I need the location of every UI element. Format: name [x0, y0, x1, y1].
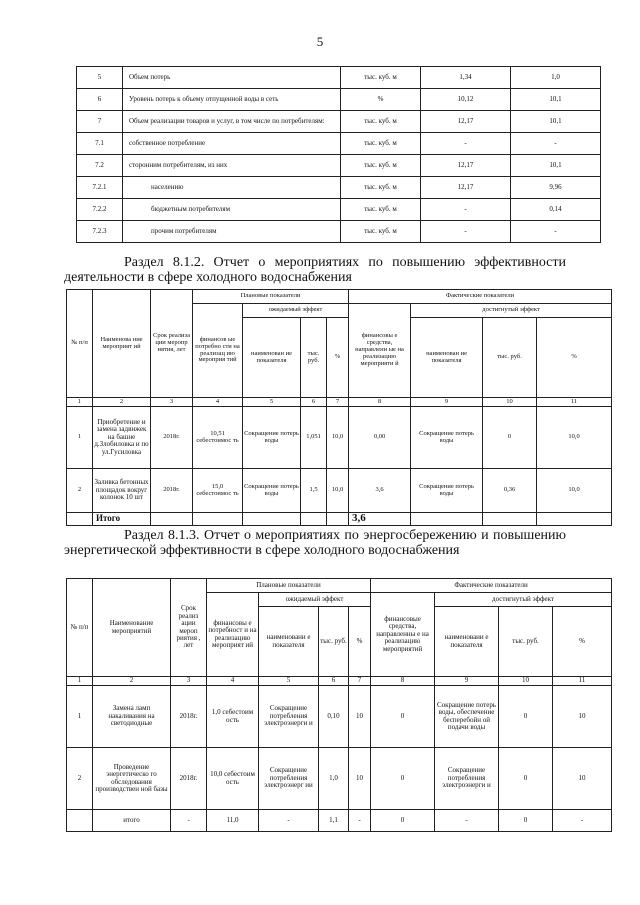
plan-value: 12,17 [421, 177, 511, 199]
header-exp-rub: тыс. руб. [301, 318, 327, 398]
column-number: 4 [207, 677, 259, 686]
column-numbers-row [67, 677, 612, 686]
measure-name: Проведение энергетическо го обследования производствен ной базы [93, 748, 171, 810]
fact-value: - [511, 133, 601, 155]
unit: тыс. куб. м [341, 221, 421, 243]
planned-funding: 15,0 себестоимос ть [193, 469, 243, 513]
plan-value: 12,17 [421, 155, 511, 177]
column-number: 11 [537, 398, 612, 407]
header-achieved: достигнутый эффект [411, 304, 612, 318]
table-row [77, 221, 601, 243]
unit: тыс. куб. м [341, 133, 421, 155]
achieved-rub: 0,36 [483, 469, 537, 513]
total-achieved-indicator: - [435, 810, 499, 832]
actual-funding: 0 [371, 748, 435, 810]
header-ach-rub: тыс. руб. [499, 607, 553, 677]
expected-pct: 10 [349, 686, 371, 748]
header-ach-name: наименовани е показателя [435, 607, 499, 677]
header-fact-fin: финансовые средства, направленны е на реализацию мероприятий [371, 593, 435, 677]
total-value: 3,6 [349, 513, 411, 526]
column-number: 5 [243, 398, 301, 407]
term: 2018г. [171, 748, 207, 810]
header-num: № п/п [67, 290, 93, 398]
section-812-table [66, 289, 612, 526]
measure-name: Приобретение и замена задвижек на башне д.Злобиловка и по ул.Гусиловка [93, 407, 151, 469]
header-name: Наименование мероприятий [93, 579, 171, 677]
table-row [77, 111, 601, 133]
term: 2018г. [151, 469, 193, 513]
header-exp-pct: % [327, 318, 349, 398]
column-number: 9 [435, 677, 499, 686]
column-number: 2 [93, 677, 171, 686]
measure-name: Заливка бетонных площадок вокруг колонок 10 шт [93, 469, 151, 513]
table-row [77, 67, 601, 89]
header-ach-pct: % [553, 607, 612, 677]
indicator-name: сторонним потребителям, из них [123, 155, 341, 177]
column-number: 2 [93, 398, 151, 407]
plan-value: - [421, 221, 511, 243]
achieved-indicator: Сокращение потребления электроэнерги и [435, 748, 499, 810]
indicators-table [76, 66, 601, 243]
header-exp-pct: % [349, 607, 371, 677]
term: 2018г. [151, 407, 193, 469]
planned-funding: 10,51 себестоимос ть [193, 407, 243, 469]
header-expected: ожидаемый эффект [243, 304, 349, 318]
row-number: 7.1 [77, 133, 123, 155]
header-ach-rub: тыс. руб. [483, 318, 537, 398]
total-row [67, 810, 612, 832]
fact-value: 10,1 [511, 155, 601, 177]
fact-value: 1,0 [511, 67, 601, 89]
expected-rub: 1,0 [319, 748, 349, 810]
column-number: 7 [327, 398, 349, 407]
table-row [77, 155, 601, 177]
row-number: 6 [77, 89, 123, 111]
total-expected-indicator: - [259, 810, 319, 832]
expected-pct: 10,0 [327, 469, 349, 513]
total-planned-funding: 11,0 [207, 810, 259, 832]
expected-pct: 10,0 [327, 407, 349, 469]
row-number: 7.2.2 [77, 199, 123, 221]
measure-name: Замена ламп накаливания на светодиодные [93, 686, 171, 748]
column-number: 1 [67, 398, 93, 407]
header-term: Срок реализ ации мероп риятия , лет [171, 579, 207, 677]
header-ach-name: наименован ие показателя [411, 318, 483, 398]
total-achieved-rub: 0 [499, 810, 553, 832]
actual-funding: 3,6 [349, 469, 411, 513]
total-label: Итого [93, 513, 151, 526]
indicator-name: бюджетным потребителям [123, 199, 341, 221]
achieved-rub: 0 [499, 686, 553, 748]
fact-value: 10,1 [511, 89, 601, 111]
column-number: 7 [349, 677, 371, 686]
column-number: 8 [349, 398, 411, 407]
row-number: 2 [67, 469, 93, 513]
table-row [67, 469, 612, 513]
column-number: 3 [151, 398, 193, 407]
column-number: 10 [499, 677, 553, 686]
planned-funding: 1,0 себестоим ость [207, 686, 259, 748]
indicator-name: Объем потерь [123, 67, 341, 89]
header-exp-rub: тыс. руб. [319, 607, 349, 677]
total-expected-pct: - [349, 810, 371, 832]
achieved-indicator: Сокращение потерь воды [411, 469, 483, 513]
indicator-name: Уровень потерь к объему отпущенной воды в сеть [123, 89, 341, 111]
header-fact-group: Фактические показатели [371, 579, 612, 593]
table-row [77, 133, 601, 155]
header-plan-group: Плановые показатели [207, 579, 371, 593]
plan-value: 12,17 [421, 111, 511, 133]
expected-indicator: Сокращение потерь воды [243, 407, 301, 469]
row-number: 5 [77, 67, 123, 89]
table-row [67, 748, 612, 810]
section-813-table [66, 578, 612, 832]
expected-rub: 1,5 [301, 469, 327, 513]
header-term: Срок реализа ции меропр иятия, лет [151, 290, 193, 398]
header-num: № п/п [67, 579, 93, 677]
unit: тыс. куб. м [341, 155, 421, 177]
total-measure-name: итого [93, 810, 171, 832]
actual-funding: 0,00 [349, 407, 411, 469]
total-achieved-pct: - [553, 810, 612, 832]
page-number: 5 [316, 34, 324, 49]
term: 2018г. [171, 686, 207, 748]
column-number: 4 [193, 398, 243, 407]
column-number: 1 [67, 677, 93, 686]
row-number: 7 [77, 111, 123, 133]
column-number: 5 [259, 677, 319, 686]
blank-cell [67, 810, 93, 832]
fact-value: 0,14 [511, 199, 601, 221]
fact-value: 9,96 [511, 177, 601, 199]
total-expected-rub: 1,1 [319, 810, 349, 832]
fact-value: 10,1 [511, 111, 601, 133]
column-number: 6 [319, 677, 349, 686]
unit: % [341, 89, 421, 111]
planned-funding: 10,0 себестоим ость [207, 748, 259, 810]
row-number: 7.2.1 [77, 177, 123, 199]
header-plan-fin: финансов ые потребно сти на реализац ию мероприя тий [193, 304, 243, 398]
column-number: 6 [301, 398, 327, 407]
column-number: 10 [483, 398, 537, 407]
column-number: 8 [371, 677, 435, 686]
row-number: 7.2 [77, 155, 123, 177]
unit: тыс. куб. м [341, 177, 421, 199]
achieved-indicator: Сокращение потерь воды [411, 407, 483, 469]
header-plan-group: Плановые показатели [193, 290, 349, 304]
header-ach-pct: % [537, 318, 612, 398]
header-exp-name: наименовани е показателя [259, 607, 319, 677]
achieved-rub: 0 [483, 407, 537, 469]
table-row [77, 89, 601, 111]
row-number: 7.2.3 [77, 221, 123, 243]
expected-indicator: Сокращение потребления электроэнерги и [259, 686, 319, 748]
indicator-name: собственное потребление [123, 133, 341, 155]
table-row [77, 199, 601, 221]
section-812-heading: Раздел 8.1.2. Отчет о мероприятиях по повышению эффективности деятельности в сфере холодного водоснабжения [64, 255, 566, 285]
plan-value: - [421, 199, 511, 221]
header-fact-group: Фактические показатели [349, 290, 612, 304]
row-number: 2 [67, 748, 93, 810]
header-achieved: достигнутый эффект [435, 593, 612, 607]
unit: тыс. куб. м [341, 67, 421, 89]
row-number: 1 [67, 407, 93, 469]
indicator-name: Объем реализации товаров и услуг, в том числе по потребителям: [123, 111, 341, 133]
achieved-indicator: Сокращение потерь воды, обеспечение бесперебойн ой подачи воды [435, 686, 499, 748]
expected-pct: 10 [349, 748, 371, 810]
header-expected: ожидаемый эффект [259, 593, 371, 607]
achieved-pct: 10,0 [537, 407, 612, 469]
column-numbers-row [67, 398, 612, 407]
achieved-pct: 10 [553, 686, 612, 748]
column-number: 11 [553, 677, 612, 686]
header-exp-name: наименован ие показателя [243, 318, 301, 398]
fact-value: - [511, 221, 601, 243]
table-row [67, 686, 612, 748]
indicator-name: прочим потребителям [123, 221, 341, 243]
section-813-heading: Раздел 8.1.3. Отчет о мероприятиях по энергосбережению и повышению энергетической эффективности в сфере холодного водоснабжения [64, 528, 566, 558]
expected-indicator: Сокращение потерь воды [243, 469, 301, 513]
plan-value: - [421, 133, 511, 155]
header-fact-fin: финансовы е средства, направлени ые на реализацию мероприяти й [349, 304, 411, 398]
plan-value: 1,34 [421, 67, 511, 89]
expected-indicator: Сокращение потребления электроэнерг ии [259, 748, 319, 810]
table-row [67, 407, 612, 469]
row-number: 1 [67, 686, 93, 748]
column-number: 3 [171, 677, 207, 686]
achieved-rub: 0 [499, 748, 553, 810]
table-row [77, 177, 601, 199]
achieved-pct: 10 [553, 748, 612, 810]
expected-rub: 0,10 [319, 686, 349, 748]
total-term: - [171, 810, 207, 832]
actual-funding: 0 [371, 686, 435, 748]
header-name: Наименова ние мероприят ий [93, 290, 151, 398]
unit: тыс. куб. м [341, 111, 421, 133]
expected-rub: 1,051 [301, 407, 327, 469]
unit: тыс. куб. м [341, 199, 421, 221]
column-number: 9 [411, 398, 483, 407]
indicator-name: населению [123, 177, 341, 199]
header-plan-fin: финансовы е потребност и на реализацию мероприят ий [207, 593, 259, 677]
plan-value: 10,12 [421, 89, 511, 111]
achieved-pct: 10,0 [537, 469, 612, 513]
total-actual-funding: 0 [371, 810, 435, 832]
